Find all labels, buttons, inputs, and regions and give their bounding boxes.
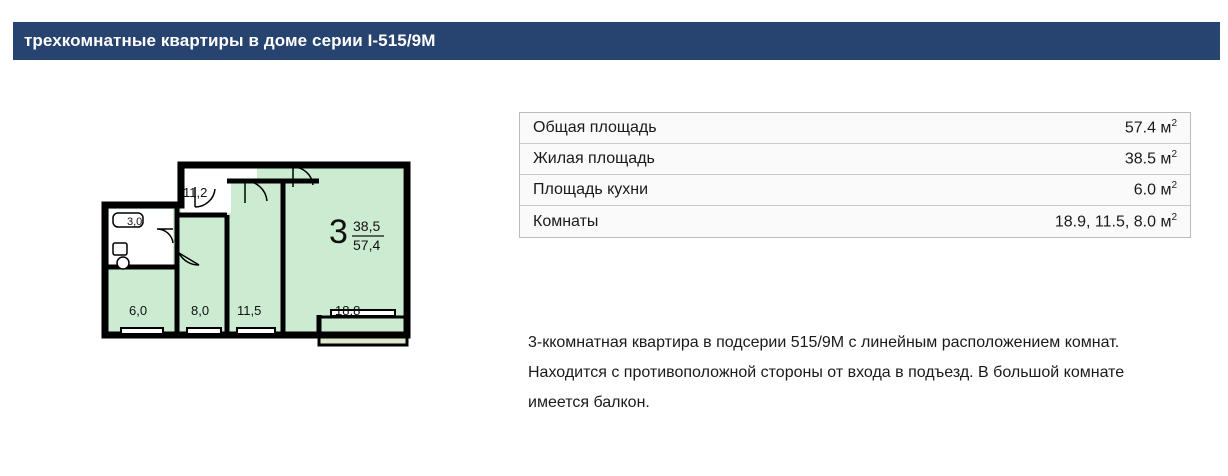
- unit-superscript: 2: [1171, 149, 1177, 161]
- table-row: [520, 113, 1190, 144]
- floor-plan: [95, 155, 435, 370]
- room-large-area-label: 18,8: [335, 303, 361, 318]
- description-text: 3-ккомнатная квартира в подсерии 515/9М с линейным расположением комнат. Находится с противоположной стороны от входа в подъезд. В большой комнате имеется балкон.: [528, 334, 1125, 411]
- spec-value: 57.4 $м^2$: [1124, 118, 1177, 137]
- spec-label: Площадь кухни: [533, 181, 649, 198]
- table-row: [520, 175, 1190, 206]
- badge-room-count: 3: [329, 213, 348, 251]
- page-bottom-strip: [0, 466, 1228, 476]
- spec-value: 6.0 $м^2$: [1133, 180, 1177, 199]
- specs-table: [519, 112, 1191, 238]
- spec-label: Жилая площадь: [533, 150, 655, 167]
- page-title: трехкомнатные квартиры в доме серии I-515/9М: [24, 31, 436, 50]
- unit-superscript: 2: [1171, 118, 1177, 130]
- bathroom-area-label: 3,0: [127, 216, 143, 228]
- room-medium-area-label: 11,5: [237, 303, 262, 318]
- table-row: [520, 144, 1190, 175]
- kitchen-area-label: 6,0: [129, 303, 148, 318]
- plan-summary-badge: [329, 213, 384, 253]
- unit-superscript: 2: [1171, 180, 1177, 192]
- badge-total-area: 57,4: [353, 237, 381, 253]
- spec-value: 38.5 $м^2$: [1124, 149, 1177, 168]
- badge-living-area: 38,5: [353, 218, 381, 234]
- spec-label: Общая площадь: [533, 119, 657, 136]
- page-header: [8, 22, 1220, 60]
- spec-value: 18.9, 11.5, 8.0 $м^2$: [1054, 211, 1177, 231]
- spec-label: Комнаты: [533, 212, 599, 230]
- unit-superscript: 2: [1171, 211, 1177, 223]
- room-small-area-label: 8,0: [191, 303, 210, 318]
- table-row: [520, 206, 1190, 237]
- hall-area-label: 11,2: [183, 185, 208, 200]
